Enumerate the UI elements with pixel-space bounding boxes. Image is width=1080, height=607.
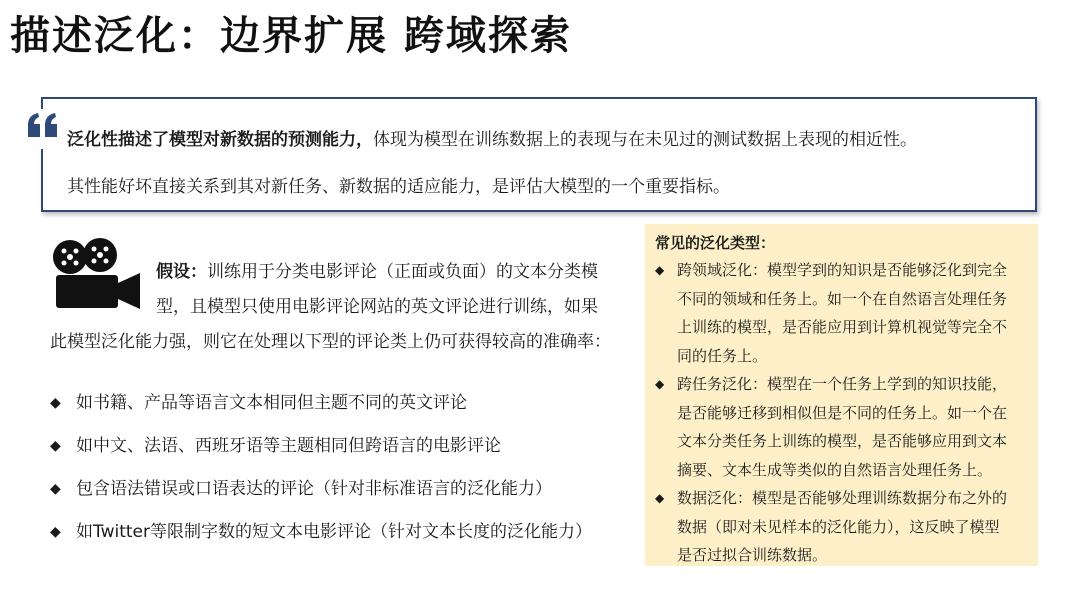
definition-line-2: 其性能好坏直接关系到其对新任务、新数据的适应能力，是评估大模型的一个重要指标。 bbox=[67, 177, 730, 197]
diamond-bullet-icon: ◆ bbox=[655, 491, 665, 505]
hypothesis-line-2: 型，且模型只使用电影评论网站的英文评论进行训练，如果 bbox=[156, 297, 598, 317]
item-line: 数据泛化：模型是否能够处理训练数据分布之外的 bbox=[677, 489, 1008, 507]
item-line: 摘要、文本生成等类似的自然语言处理任务上。 bbox=[677, 460, 993, 479]
diamond-bullet-icon: ◆ bbox=[50, 395, 61, 411]
hypothesis-label: 假设： bbox=[156, 262, 207, 282]
definition-box bbox=[41, 97, 1037, 212]
diamond-bullet-icon: ◆ bbox=[655, 377, 665, 391]
diamond-bullet-icon: ◆ bbox=[50, 438, 61, 454]
list-item: ◆ 如书籍、产品等语言文本相同但主题不同的英文评论 bbox=[50, 388, 592, 431]
item-line: 是否过拟合训练数据。 bbox=[677, 546, 828, 564]
quote-icon bbox=[25, 109, 65, 149]
hypothesis-line-1: 训练用于分类电影评论（正面或负面）的文本分类模 bbox=[207, 262, 598, 282]
list-item: ◆ 如中文、法语、西班牙语等主题相同但跨语言的电影评论 bbox=[50, 431, 592, 474]
item-line: 是否能够迁移到相似但是不同的任务上。如一个在 bbox=[677, 403, 1008, 422]
definition-rest: 体现为模型在训练数据上的表现与在未见过的测试数据上表现的相近性。 bbox=[373, 130, 917, 150]
definition-bold: 泛化性描述了模型对新数据的预测能力， bbox=[67, 130, 373, 150]
list-item bbox=[655, 256, 1030, 370]
item-line: 同的任务上。 bbox=[677, 346, 768, 365]
generalization-types-panel bbox=[645, 224, 1038, 566]
diamond-bullet-icon: ◆ bbox=[50, 481, 61, 497]
panel-title: 常见的泛化类型： bbox=[655, 234, 776, 252]
item-line: 数据（即对未见样本的泛化能力），这反映了模型 bbox=[677, 517, 1000, 536]
item-line: 文本分类任务上训练的模型，是否能够应用到文本 bbox=[677, 432, 1008, 450]
list-item bbox=[655, 484, 1030, 570]
hypothesis-line-3: 此模型泛化能力强，则它在处理以下型的评论类上仍可获得较高的准确率： bbox=[50, 332, 611, 352]
list-item: ◆ 包含语法错误或口语表达的评论（针对非标准语言的泛化能力） bbox=[50, 474, 592, 517]
hypothesis-paragraph bbox=[50, 255, 640, 360]
example-list bbox=[50, 388, 592, 560]
diamond-bullet-icon: ◆ bbox=[655, 263, 665, 277]
definition-line-1 bbox=[67, 125, 917, 150]
item-line: 不同的领域和任务上。如一个在自然语言处理任务 bbox=[677, 289, 1008, 308]
page-title: 描述泛化：边界扩展 跨域探索 bbox=[10, 13, 572, 59]
list-item: ◆ 如Twitter等限制字数的短文本电影评论（针对文本长度的泛化能力） bbox=[50, 517, 592, 560]
item-line: 上训练的模型，是否能应用到计算机视觉等完全不 bbox=[677, 318, 1008, 336]
list-item bbox=[655, 370, 1030, 484]
item-line: 跨任务泛化：模型在一个任务上学到的知识技能， bbox=[677, 375, 1008, 393]
item-line: 跨领域泛化：模型学到的知识是否能够泛化到完全 bbox=[677, 261, 1008, 279]
diamond-bullet-icon: ◆ bbox=[50, 524, 61, 540]
